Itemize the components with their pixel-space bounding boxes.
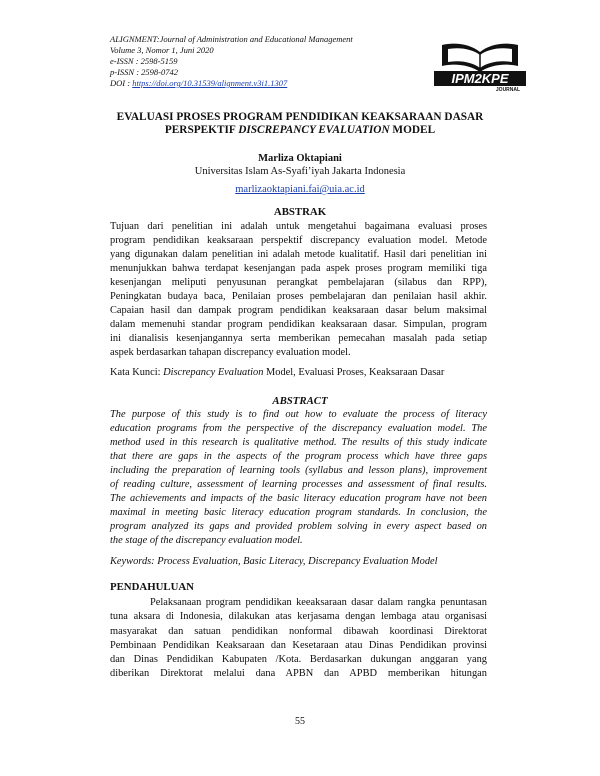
abstrak-line: Capaian hasil dan dampak program pendidikan keaksaraan dasar belum maksimal [110,305,487,316]
journal-name: ALIGNMENT:Journal of Administration and Educational Management [110,34,353,44]
title-prefix: PERSPEKTIF [164,124,239,136]
abstract-body [110,408,487,548]
abstrak-line: yang digunakan dalam penelitian ini adalah metode kualitatif. Hasil dari penelitian ini [110,249,487,260]
author-affiliation: Universitas Islam As-Syafi’iyah Jakarta Indonesia [194,166,406,177]
intro-line: Pembinaan Pendidikan Keaksaraan dan Kesetaraan atau Dinas Pendidikan provinsi [110,639,487,651]
kata-kunci-label: Kata Kunci: [110,367,164,378]
abstract-line: of reading culture, assessment of learning processes and assessment of final results. [110,479,487,490]
title-italic: DISCREPANCY EVALUATION [238,124,390,136]
intro-body [110,596,487,682]
abstract-line: method used in this research is qualitative method. The results of this study indicate [110,437,487,448]
paper-title-line1: EVALUASI PROSES PROGRAM PENDIDIKAN KEAKSARAAN DASAR [116,111,484,123]
abstrak-line: Peningkatan budaya baca, Penilaian proses pembelajaran dan penilaian hasil akhir. [110,291,487,302]
abstract-line: The achievements and impacts of the basic literacy education program have not been [110,493,487,504]
abstrak-heading: ABSTRAK [273,206,327,218]
book-logo-icon [430,32,530,92]
journal-logo [430,32,530,92]
kata-kunci-rest: Model, Evaluasi Proses, Keaksaraan Dasar [263,367,445,378]
abstrak-body [110,220,487,360]
logo-subtext: JOURNAL [495,87,521,92]
abstract-line: including the preparation of learning tools (syllabus and lesson plans), improvement [110,465,487,476]
doi-link[interactable]: https://doi.org/10.31539/alignment.v3i1.1307 [132,78,288,88]
abstrak-line: menunjukkan bahwa terdapat kesenjangan pada aspek proses program memiliki tiga [110,263,487,274]
journal-doi [110,78,287,89]
abstrak-line: Tujuan dari penelitian ini adalah untuk mengetahui bagaimana evaluasi proses [110,221,487,232]
journal-eissn: e-ISSN : 2598-5159 [110,56,178,66]
abstract-line: education programs from the perspective of the discrepancy evaluation model. The [110,423,487,434]
author-email[interactable]: marlizaoktapiani.fai@uia.ac.id [235,184,365,195]
abstract-line: maximal in meeting basic literacy education program standards. In conclusion, the [110,507,487,518]
journal-pissn: p-ISSN : 2598-0742 [110,67,178,77]
paper-title-line2 [0,123,600,137]
doi-label: DOI : [110,78,133,88]
author-email-wrap [0,179,600,197]
abstract-heading: ABSTRACT [272,395,328,407]
logo-text: IPM2KPE [451,71,509,86]
abstract-keywords: Keywords: Process Evaluation, Basic Literacy, Discrepancy Evaluation Model [110,556,438,567]
abstrak-line: aspek berdasarkan tahapan discrepancy evaluation model. [110,347,351,358]
kata-kunci-italic: Discrepancy Evaluation [163,367,264,378]
abstract-line: that there are gaps in the aspects of the program process which have three gaps [110,451,487,462]
intro-line: diberikan Direktorat melalui dana APBN dan APBD memberikan hitungan [110,668,487,680]
intro-heading: PENDAHULUAN [110,581,194,593]
page-number: 55 [295,716,305,727]
intro-line: Pelaksanaan program pendidikan keeaksaraan dasar dalam rangka penuntasan [150,597,487,608]
abstract-line: program analyzed its gaps and provided problem solving in every aspect based on [110,521,487,532]
abstract-line: the stage of the discrepancy evaluation model. [110,535,303,546]
abstrak-line: dalam memenuhi standar program pendidikan keaksaraan dasar. Simpulan, program [110,319,487,330]
abstrak-line: program pendidikan keaksaraan perspektif discrepancy evaluation model. Metode [110,235,487,246]
journal-volume: Volume 3, Nomor 1, Juni 2020 [110,45,214,55]
intro-line: dan Dinas Pendidikan Kabupaten /Kota. Berdasarkan dukungan anggaran yang [110,654,487,666]
title-suffix: MODEL [389,124,436,136]
abstrak-line: kesenjangan meliputi penyusunan perangkat pembelajaran (silabus dan RPP), [110,277,487,288]
abstrak-line: ini dianalisis kesenjangannya serta memberikan pemecahan masalah pada setiap [110,333,487,344]
abstract-line: The purpose of this study is to find out how to evaluate the process of literacy [110,409,487,420]
abstrak-keywords [110,367,444,378]
intro-line: masyarakat dan satuan pendidikan nonformal dibawah koordinasi Direktorat [110,625,487,637]
intro-line: tuna aksara di Indonesia, dilakukan atas kerjasama dengan lembaga atau organisasi [110,611,487,623]
author-name: Marliza Oktapiani [258,153,342,164]
